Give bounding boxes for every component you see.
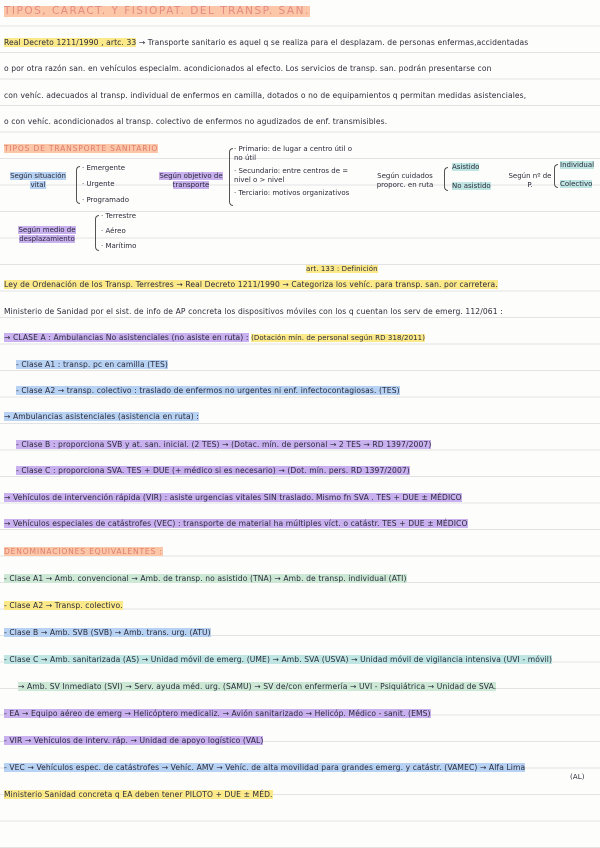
medium-item: · Marítimo xyxy=(101,242,137,250)
vital-item: · Urgente xyxy=(82,180,115,188)
article-note: art. 133 : Definición xyxy=(306,265,378,273)
law-line: Ley de Ordenación de los Transp. Terrestres → Real Decreto 1211/1990 → Categoriza los vehíc. para transp. san. por carretera. xyxy=(4,280,498,289)
equivalents-heading: DENOMINACIONES EQUIVALENTES : xyxy=(4,547,163,556)
vir-line: → Vehículos de intervención rápida (VIR) : asiste urgencias vitales SIN traslado. Mismo fn SVA . TES + DUE ± MÉDICO xyxy=(4,493,462,502)
equiv-b-line: - Clase B → Amb. SVB (SVB) → Amb. trans. urg. (ATU) xyxy=(4,628,211,637)
medium-item: · Aéreo xyxy=(101,227,126,235)
medium-bracket xyxy=(95,215,99,251)
equiv-c2-line: → Amb. SV Inmediato (SVI) → Serv. ayuda méd. urg. (SAMU) → SV de/con enfermería → UVI - Psiquiátrica → Unidad de SVA. xyxy=(18,682,497,691)
vital-item: · Programado xyxy=(82,196,130,204)
intro-line-4: o con vehíc. acondicionados al transp. colectivo de enfermos no agudizados de enf. transmisibles. xyxy=(4,117,388,126)
ministry-line: Ministerio de Sanidad por el sist. de info de AP concreta los dispositivos móviles con los q cuentan los serv de emerg. 112/061 : xyxy=(4,307,503,316)
equiv-c-line: - Clase C → Amb. sanitarizada (AS) → Unidad móvil de emerg. (UME) → Amb. SVA (USVA) → Unidad móvil de vigilancia intensiva (UVI - móvil) xyxy=(4,655,553,664)
objective-item: · Secundario: entre centros de = nivel o > nivel xyxy=(234,167,349,184)
count-label: Según nº de P. xyxy=(508,172,552,189)
objective-item: · Primario: de lugar a centro útil o no útil xyxy=(234,145,353,162)
medium-item: · Terrestre xyxy=(101,212,137,220)
care-item: No asistido xyxy=(452,182,491,190)
clase-c-line: - Clase C : proporciona SVA. TES + DUE (+ médico si es necesario) → (Dot. mín. pers. RD 1397/2007) xyxy=(16,466,410,475)
vital-label: Según situación vital xyxy=(10,172,66,189)
count-item: Individual xyxy=(560,161,595,169)
equiv-a1-line: - Clase A1 → Amb. convencional → Amb. de transp. no asistido (TNA) → Amb. de transp. individual (ATI) xyxy=(4,574,407,583)
vital-bracket xyxy=(76,166,80,204)
clase-b-line: - Clase B : proporciona SVB y at. san. inicial. (2 TES) → (Dotac. mín. de personal → 2 TES → RD 1397/2007) xyxy=(16,440,432,449)
objective-bracket xyxy=(229,148,233,206)
intro-line-3: con vehíc. adecuados al transp. individual de enfermos en camilla, dotados o no de equipamientos q permitan medidas asistenciales, xyxy=(4,91,527,100)
vec-line: → Vehículos especiales de catástrofes (VEC) : transporte de material ha múltiples víct. o catástr. TES + DUE ± MÉDICO xyxy=(4,519,468,528)
care-item: Asistido xyxy=(452,163,480,171)
equiv-a2-line: - Clase A2 → Transp. colectivo. xyxy=(4,601,123,610)
final-line: Ministerio Sanidad concreta q EA deben tener PILOTO + DUE ± MÉD. xyxy=(4,790,273,799)
clase-a2-line: - Clase A2 → transp. colectivo : traslado de enfermos no urgentes ni enf. infectocontagiosas. (TES) xyxy=(16,386,400,395)
care-bracket xyxy=(444,167,448,191)
decree-reference: Real Decreto 1211/1990 , artc. 33 xyxy=(4,38,137,47)
asistenciales-line: → Ambulancias asistenciales (asistencia en ruta) : xyxy=(4,412,199,421)
count-item: Colectivo xyxy=(560,180,593,188)
care-label: Según cuidados proporc. en ruta xyxy=(376,172,434,189)
vital-item: · Emergente xyxy=(82,164,125,172)
equiv-vec-line: - VEC → Vehículos espec. de catástrofes → Vehíc. AMV → Vehíc. de alta movilidad para grandes emerg. y catástr. (VAMEC) → Alfa Lima xyxy=(4,763,526,772)
objective-label: Según objetivo de transporte xyxy=(159,172,223,189)
clase-a1-line: - Clase A1 : transp. pc en camilla (TES) xyxy=(16,360,168,369)
medium-label: Según medio de desplazamiento xyxy=(18,226,76,243)
clase-a-line: → CLASE A : Ambulancias No asistenciales (no asiste en ruta) : (Dotación mín. de personal según RD 318/2011) xyxy=(4,333,426,342)
equiv-ea-line: - EA → Equipo aéreo de emerg → Helicóptero medicaliz. → Avión sanitarizado → Helicóp. Médico - sanit. (EMS) xyxy=(4,709,431,718)
classification-heading: TIPOS DE TRANSPORTE SANITARIO xyxy=(4,144,159,153)
equiv-vir-line: - VIR → Vehículos de interv. ráp. → Unidad de apoyo logístico (VAL) xyxy=(4,736,264,745)
equiv-vec-tail: (AL) xyxy=(570,773,585,781)
page-title: TIPOS, CARACT. Y FISIOPAT. DEL TRANSP. SAN. xyxy=(4,6,310,17)
objective-item: · Terciario: motivos organizativos xyxy=(234,189,350,197)
count-bracket xyxy=(554,164,558,188)
definition-text: → Transporte sanitario es aquel q se realiza para el desplazam. de personas enfermas,accidentadas xyxy=(138,38,529,47)
intro-line-1 xyxy=(4,37,596,48)
intro-line-2: o por otra razón san. en vehículos especialm. acondicionados al efecto. Los servicios de transp. san. podrán presentarse con xyxy=(4,64,492,73)
